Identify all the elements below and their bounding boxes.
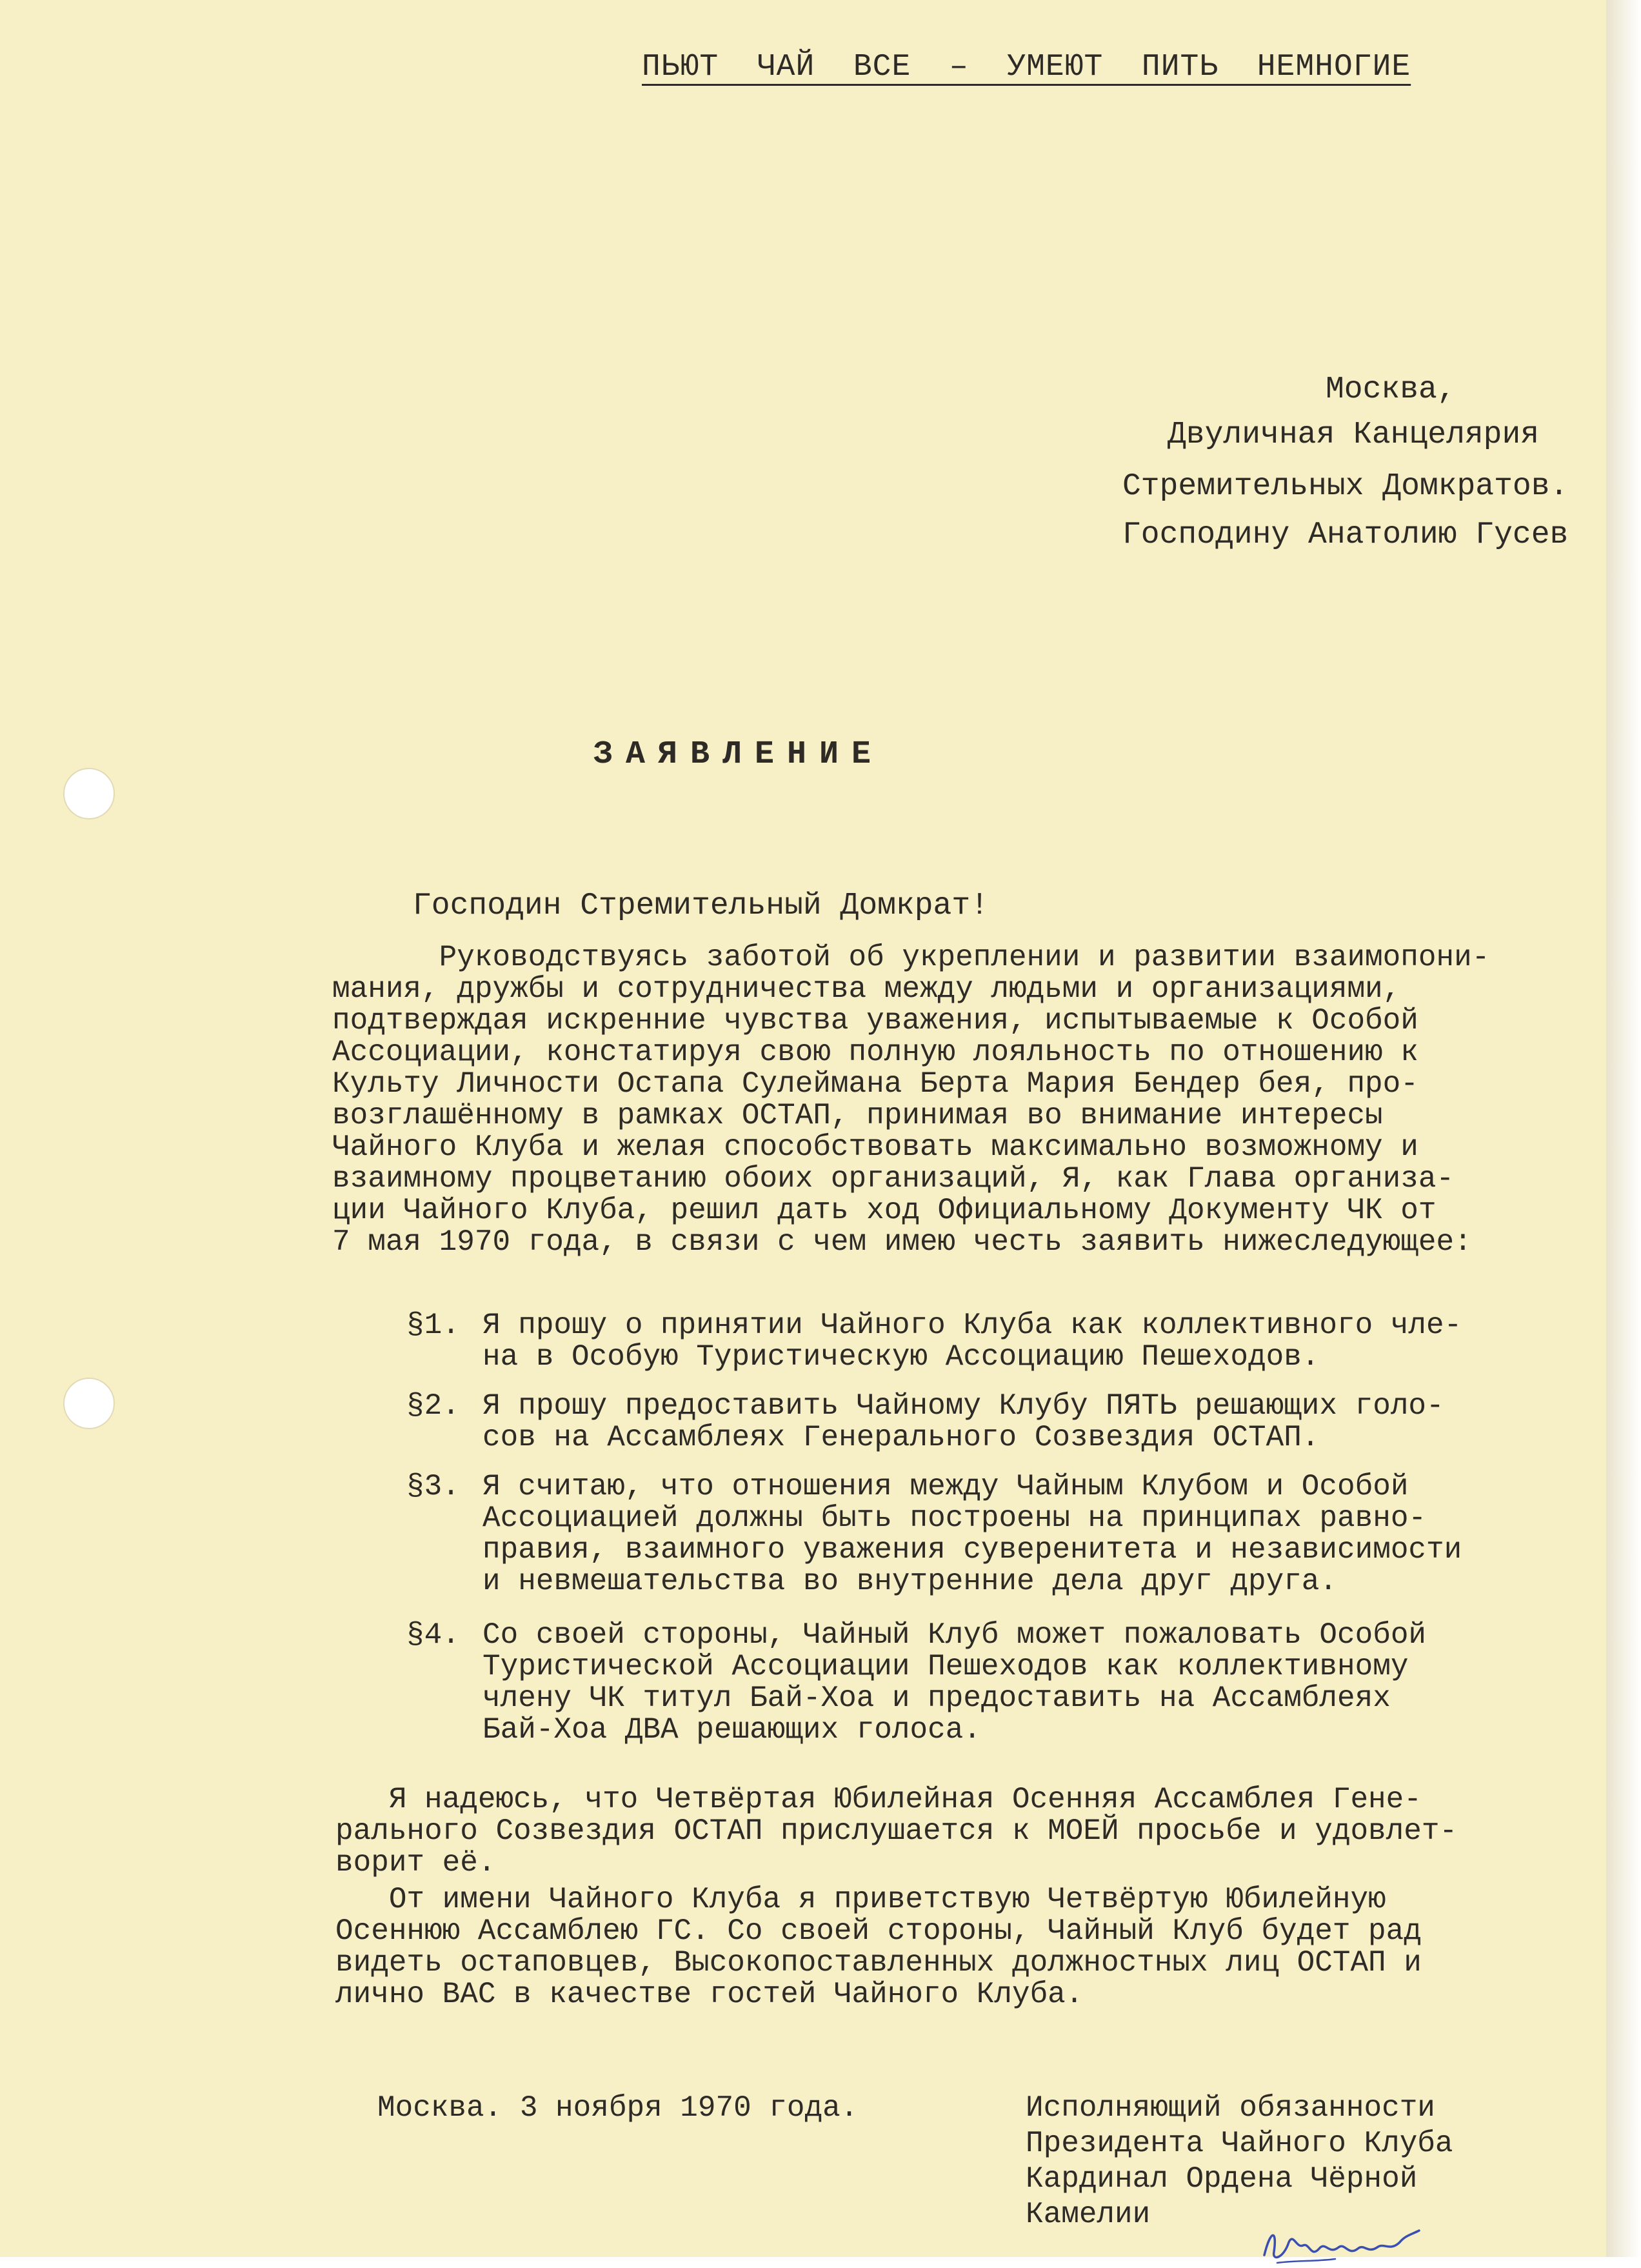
preamble-paragraph: Руководствуясь заботой об укреплении и развитии взаимопони- мания, дружбы и сотрудничества между людьми и организациями, подтверждая искренние чувства уважения, испытываемые к Особой Ассоциации, констатируя свою полную лояльность по отношению к Культу Личности Остапа Сулеймана Берта Мария Бендер бея, про- возглашённому в рамках ОСТАП, принимая во внимание интересы Чайного Клуба и желая способствовать максимально возможному и взаимному процветанию обоих организаций, Я, как Глава организа- ции Чайного Клуба, решил дать ход Официальному Документу ЧК от 7 мая 1970 года, в связи с чем имею честь заявить нижеследующее: <box>332 941 1490 1259</box>
item-3-text: Я считаю, что отношения между Чайным Клубом и Особой Ассоциацией должны быть построены на принципах равно- правия, взаимного уважения суверенитета и независимости и невмешательства во внутренние дела друг друга. <box>482 1470 1462 1598</box>
closing-paragraph-2: От имени Чайного Клуба я приветствую Четвёртую Юбилейную Осеннюю Ассамблею ГС. Со своей стороны, Чайный Клуб будет рад видеть остаповцев, Высокопоставленных должностных лиц ОСТАП и лично ВАС в качестве гостей Чайного Клуба. <box>335 1883 1422 2011</box>
signatory-block: Исполняющий обязанности Президента Чайного Клуба Кардинал Ордена Чёрной Камелии <box>1026 2091 1453 2231</box>
header-motto: ПЬЮТ ЧАЙ ВСЕ – УМЕЮТ ПИТЬ НЕМНОГИЕ <box>642 50 1411 85</box>
punch-hole-bottom <box>63 1378 115 1429</box>
punch-hole-top <box>63 768 115 819</box>
item-2-text: Я прошу предоставить Чайному Клубу ПЯТЬ решающих голо- сов на Ассамблеях Генерального Созвездия ОСТАП. <box>482 1389 1444 1454</box>
item-2-mark: §2. <box>406 1389 460 1423</box>
item-1-text: Я прошу о принятии Чайного Клуба как коллективного чле- на в Особую Туристическую Ассоциацию Пешеходов. <box>482 1309 1462 1374</box>
item-3-mark: §3. <box>406 1470 460 1503</box>
scan-edge <box>1606 0 1641 2257</box>
addressee-line-3: Господину Анатолию Гусев <box>1122 517 1569 552</box>
addressee-city: Москва, <box>1326 372 1456 407</box>
closing-paragraph-1: Я надеюсь, что Четвёртая Юбилейная Осенняя Ассамблея Гене- рального Созвездия ОСТАП прислушается к МОЕЙ просьбе и удовлет- ворит её. <box>335 1783 1458 1880</box>
document-title: ЗАЯВЛЕНИЕ <box>593 736 884 773</box>
salutation: Господин Стремительный Домкрат! <box>413 888 989 923</box>
place-and-date: Москва. 3 ноября 1970 года. <box>377 2091 859 2125</box>
item-4-text: Со своей стороны, Чайный Клуб может пожаловать Особой Туристической Ассоциации Пешеходов как коллективному члену ЧК титул Бай-Хоа и предоставить на Ассамблеях Бай-Хоа ДВА решающих голоса. <box>482 1618 1427 1747</box>
addressee-line-2: Стремительных Домкратов. <box>1122 469 1569 504</box>
handwritten-signature <box>1258 2223 1426 2268</box>
item-1-mark: §1. <box>406 1309 460 1342</box>
item-4-mark: §4. <box>406 1618 460 1652</box>
addressee-line-1: Двуличная Канцелярия <box>1168 417 1540 452</box>
